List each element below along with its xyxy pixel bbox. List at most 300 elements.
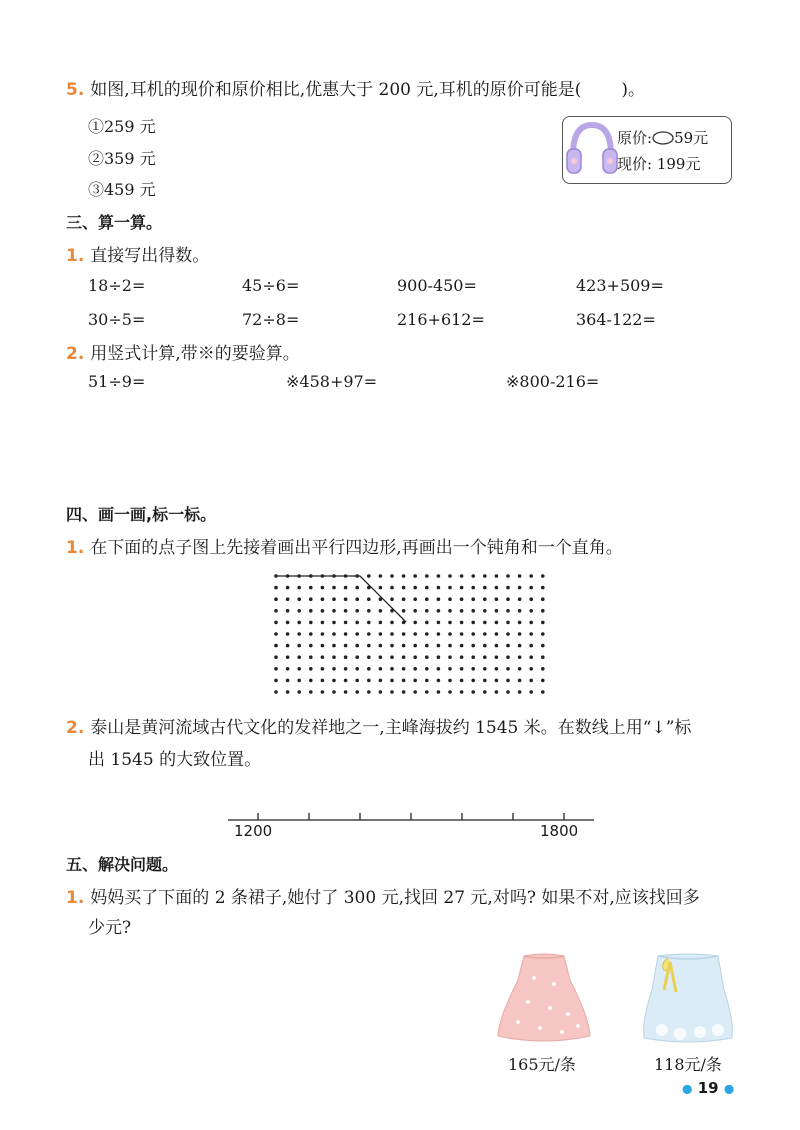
grid-dot xyxy=(274,690,278,694)
grid-dot xyxy=(297,632,301,636)
grid-dot xyxy=(413,667,417,671)
grid-dot xyxy=(425,679,429,683)
grid-dot xyxy=(367,597,371,601)
grid-dot xyxy=(402,586,406,590)
s3-q2-text: 用竖式计算,带※的要验算。 xyxy=(90,344,300,364)
grid-dot xyxy=(437,597,441,601)
grid-dot xyxy=(390,632,394,636)
grid-dot xyxy=(471,655,475,659)
grid-dot xyxy=(437,609,441,613)
grid-dot xyxy=(355,586,359,590)
grid-dot xyxy=(460,586,464,590)
grid-dot xyxy=(506,679,510,683)
grid-dot xyxy=(321,621,325,625)
grid-dot xyxy=(321,679,325,683)
grid-dot xyxy=(309,690,313,694)
grid-dot xyxy=(413,574,417,578)
grid-dot xyxy=(495,574,499,578)
grid-dot xyxy=(379,574,383,578)
s5-q1-number: 1. xyxy=(66,888,85,908)
s4-q1-stem xyxy=(66,536,623,560)
grid-dot xyxy=(529,586,533,590)
grid-dot xyxy=(297,644,301,648)
grid-dot xyxy=(390,679,394,683)
grid-dot xyxy=(355,597,359,601)
original-price-line xyxy=(617,127,708,148)
grid-dot xyxy=(297,586,301,590)
grid-dot xyxy=(402,597,406,601)
grid-dot xyxy=(471,609,475,613)
grid-dot xyxy=(448,632,452,636)
s3-q2-number: 2. xyxy=(66,344,85,364)
grid-dot xyxy=(321,655,325,659)
grid-dot xyxy=(309,597,313,601)
grid-dot xyxy=(402,574,406,578)
grid-dot xyxy=(274,621,278,625)
grid-dot xyxy=(274,609,278,613)
grid-dot xyxy=(529,667,533,671)
grid-dot xyxy=(274,586,278,590)
grid-dot xyxy=(506,667,510,671)
s5-q1-line1 xyxy=(66,886,700,910)
grid-dot xyxy=(425,609,429,613)
grid-dot xyxy=(286,644,290,648)
grid-dot xyxy=(495,690,499,694)
grid-dot xyxy=(541,621,545,625)
grid-dot xyxy=(379,586,383,590)
grid-dot xyxy=(471,667,475,671)
grid-dot xyxy=(471,621,475,625)
grid-dot xyxy=(506,690,510,694)
q5-text: 如图,耳机的现价和原价相比,优惠大于 200 元,耳机的原价可能是( xyxy=(90,80,582,100)
grid-dot xyxy=(460,690,464,694)
grid-dot xyxy=(495,667,499,671)
current-price-value: 199元 xyxy=(656,155,701,173)
grid-dot xyxy=(321,667,325,671)
grid-dot xyxy=(332,586,336,590)
dot-grid-dots xyxy=(274,574,544,694)
grid-dot xyxy=(518,574,522,578)
grid-dot xyxy=(367,655,371,659)
grid-dot xyxy=(332,679,336,683)
grid-dot xyxy=(541,679,545,683)
grid-dot xyxy=(402,679,406,683)
grid-dot xyxy=(541,632,545,636)
grid-dot xyxy=(286,690,290,694)
grid-dot xyxy=(402,644,406,648)
grid-dot xyxy=(460,609,464,613)
grid-dot xyxy=(344,597,348,601)
grid-dot xyxy=(437,667,441,671)
grid-dot xyxy=(448,644,452,648)
grid-dot xyxy=(495,632,499,636)
grid-dot xyxy=(471,586,475,590)
grid-dot xyxy=(390,655,394,659)
vertical-calc-item: ※800-216= xyxy=(506,372,600,391)
grid-dot xyxy=(437,644,441,648)
grid-dot xyxy=(460,667,464,671)
grid-dot xyxy=(332,690,336,694)
grid-dot xyxy=(286,597,290,601)
grid-dot xyxy=(437,586,441,590)
grid-dot xyxy=(379,644,383,648)
grid-dot xyxy=(529,644,533,648)
grid-dot xyxy=(321,597,325,601)
grid-dot xyxy=(425,621,429,625)
grid-dot xyxy=(460,597,464,601)
grid-dot xyxy=(332,632,336,636)
grid-dot xyxy=(460,655,464,659)
grid-dot xyxy=(355,667,359,671)
price-box xyxy=(562,116,732,184)
grid-dot xyxy=(390,667,394,671)
section4-title: 四、画一画,标一标。 xyxy=(66,505,217,524)
grid-dot xyxy=(483,597,487,601)
dot-grid[interactable] xyxy=(268,562,554,706)
grid-dot xyxy=(471,644,475,648)
grid-dot xyxy=(274,655,278,659)
grid-dot xyxy=(460,632,464,636)
grid-dot xyxy=(483,644,487,648)
grid-dot xyxy=(460,621,464,625)
grid-dot xyxy=(448,679,452,683)
grid-dot xyxy=(309,609,313,613)
grid-dot xyxy=(355,655,359,659)
grid-dot xyxy=(390,690,394,694)
grid-dot xyxy=(344,621,348,625)
grid-dot xyxy=(483,667,487,671)
grid-dot xyxy=(332,667,336,671)
grid-dot xyxy=(379,667,383,671)
grid-dot xyxy=(379,679,383,683)
grid-dot xyxy=(390,597,394,601)
grid-dot xyxy=(506,632,510,636)
grid-dot xyxy=(471,632,475,636)
grid-dot xyxy=(529,655,533,659)
grid-dot xyxy=(286,586,290,590)
grid-dot xyxy=(413,621,417,625)
cloud-blank-icon xyxy=(652,131,674,145)
skirt2-price: 118元/条 xyxy=(654,1055,722,1074)
calc-item: 900-450= xyxy=(397,276,477,295)
grid-dot xyxy=(367,679,371,683)
grid-dot xyxy=(309,667,313,671)
vertical-calc-item: ※458+97= xyxy=(286,372,378,391)
grid-dot xyxy=(413,609,417,613)
grid-dot xyxy=(413,586,417,590)
grid-dot xyxy=(355,621,359,625)
calc-item: 18÷2= xyxy=(88,276,146,295)
grid-dot xyxy=(367,690,371,694)
q5-option-2: ②359 元 xyxy=(88,149,156,168)
grid-dot xyxy=(506,621,510,625)
given-line-segment xyxy=(276,576,406,622)
grid-dot xyxy=(297,609,301,613)
grid-dot xyxy=(425,632,429,636)
grid-dot xyxy=(379,690,383,694)
grid-dot xyxy=(495,621,499,625)
grid-dot xyxy=(541,667,545,671)
grid-dot xyxy=(413,644,417,648)
grid-dot xyxy=(483,586,487,590)
grid-dot xyxy=(355,632,359,636)
grid-dot xyxy=(518,597,522,601)
q5-close: )。 xyxy=(621,80,646,100)
number-line-start-label: 1200 xyxy=(234,822,273,840)
grid-dot xyxy=(379,621,383,625)
grid-dot xyxy=(495,609,499,613)
grid-dot xyxy=(506,597,510,601)
grid-dot xyxy=(286,655,290,659)
s3-q2-stem xyxy=(66,342,300,366)
grid-dot xyxy=(483,609,487,613)
grid-dot xyxy=(321,632,325,636)
grid-dot xyxy=(471,597,475,601)
grid-dot xyxy=(448,609,452,613)
grid-dot xyxy=(471,690,475,694)
s4-q2-text-line1: 泰山是黄河流域古代文化的发祥地之一,主峰海拔约 1545 米。在数线上用“↓”标 xyxy=(90,718,692,738)
grid-dot xyxy=(309,586,313,590)
grid-dot xyxy=(367,667,371,671)
grid-dot xyxy=(437,574,441,578)
grid-dot xyxy=(518,667,522,671)
grid-dot xyxy=(274,632,278,636)
original-price-value: 59元 xyxy=(674,129,709,147)
grid-dot xyxy=(355,644,359,648)
grid-dot xyxy=(518,632,522,636)
grid-dot xyxy=(518,621,522,625)
grid-dot xyxy=(529,621,533,625)
number-line-ticks xyxy=(258,813,564,820)
page-dot-icon: ● xyxy=(682,1081,693,1096)
calc-item: 216+612= xyxy=(397,310,485,329)
q5-option-3: ③459 元 xyxy=(88,180,156,199)
grid-dot xyxy=(309,632,313,636)
grid-dot xyxy=(297,690,301,694)
grid-dot xyxy=(297,667,301,671)
grid-dot xyxy=(413,632,417,636)
grid-dot xyxy=(309,644,313,648)
grid-dot xyxy=(344,667,348,671)
grid-dot xyxy=(344,679,348,683)
grid-dot xyxy=(321,586,325,590)
q5-stem xyxy=(66,78,645,102)
calc-item: 364-122= xyxy=(576,310,656,329)
grid-dot xyxy=(390,644,394,648)
s3-q1-number: 1. xyxy=(66,246,85,266)
grid-dot xyxy=(390,586,394,590)
grid-dot xyxy=(274,644,278,648)
grid-dot xyxy=(448,621,452,625)
grid-dot xyxy=(437,679,441,683)
grid-dot xyxy=(483,632,487,636)
grid-dot xyxy=(518,690,522,694)
grid-dot xyxy=(483,574,487,578)
current-price-line xyxy=(617,153,700,174)
skirt1-price: 165元/条 xyxy=(508,1055,576,1074)
grid-dot xyxy=(541,609,545,613)
grid-dot xyxy=(332,621,336,625)
s5-q1-line2: 少元? xyxy=(88,918,132,938)
grid-dot xyxy=(541,574,545,578)
grid-dot xyxy=(483,679,487,683)
grid-dot xyxy=(344,690,348,694)
grid-dot xyxy=(321,609,325,613)
grid-dot xyxy=(286,679,290,683)
grid-dot xyxy=(437,632,441,636)
grid-dot xyxy=(541,690,545,694)
grid-dot xyxy=(448,597,452,601)
grid-dot xyxy=(286,621,290,625)
grid-dot xyxy=(495,655,499,659)
s4-q1-text: 在下面的点子图上先接着画出平行四边形,再画出一个钝角和一个直角。 xyxy=(90,538,623,558)
grid-dot xyxy=(286,667,290,671)
grid-dot xyxy=(297,621,301,625)
grid-dot xyxy=(321,644,325,648)
headphones-icon xyxy=(565,119,619,183)
grid-dot xyxy=(518,586,522,590)
grid-dot xyxy=(425,644,429,648)
calc-item: 72÷8= xyxy=(242,310,300,329)
original-price-label: 原价: xyxy=(617,129,653,147)
grid-dot xyxy=(471,679,475,683)
grid-dot xyxy=(518,644,522,648)
grid-dot xyxy=(413,655,417,659)
grid-dot xyxy=(506,655,510,659)
grid-dot xyxy=(355,690,359,694)
grid-dot xyxy=(460,574,464,578)
q5-option-1: ①259 元 xyxy=(88,117,156,136)
page-number-block xyxy=(682,1079,734,1097)
grid-dot xyxy=(437,621,441,625)
vertical-calc-item: 51÷9= xyxy=(88,372,146,391)
grid-dot xyxy=(390,621,394,625)
grid-dot xyxy=(367,632,371,636)
grid-dot xyxy=(309,655,313,659)
grid-dot xyxy=(367,621,371,625)
grid-dot xyxy=(529,690,533,694)
grid-dot xyxy=(425,690,429,694)
page-dot-icon: ● xyxy=(723,1081,735,1096)
grid-dot xyxy=(367,574,371,578)
grid-dot xyxy=(344,632,348,636)
grid-dot xyxy=(483,655,487,659)
calc-item: 423+509= xyxy=(576,276,664,295)
grid-dot xyxy=(425,574,429,578)
grid-dot xyxy=(506,644,510,648)
grid-dot xyxy=(541,597,545,601)
grid-dot xyxy=(274,597,278,601)
grid-dot xyxy=(425,655,429,659)
grid-dot xyxy=(355,609,359,613)
grid-dot xyxy=(460,644,464,648)
grid-dot xyxy=(286,609,290,613)
grid-dot xyxy=(437,655,441,659)
grid-dot xyxy=(506,586,510,590)
grid-dot xyxy=(332,644,336,648)
grid-dot xyxy=(541,586,545,590)
grid-dot xyxy=(344,655,348,659)
grid-dot xyxy=(518,609,522,613)
page-number: 19 xyxy=(697,1079,719,1097)
grid-dot xyxy=(413,679,417,683)
grid-dot xyxy=(529,679,533,683)
grid-dot xyxy=(437,690,441,694)
pink-skirt-image xyxy=(494,950,594,1046)
grid-dot xyxy=(379,655,383,659)
grid-dot xyxy=(495,679,499,683)
grid-dot xyxy=(425,586,429,590)
grid-dot xyxy=(425,667,429,671)
grid-dot xyxy=(483,690,487,694)
grid-dot xyxy=(529,609,533,613)
grid-dot xyxy=(448,667,452,671)
grid-dot xyxy=(402,655,406,659)
grid-dot xyxy=(448,586,452,590)
current-price-label: 现价: xyxy=(617,155,653,173)
grid-dot xyxy=(402,690,406,694)
grid-dot xyxy=(402,609,406,613)
blue-skirt-image xyxy=(640,950,736,1046)
s3-q1-stem xyxy=(66,244,209,268)
s4-q2-number: 2. xyxy=(66,718,85,738)
grid-dot xyxy=(518,655,522,659)
grid-dot xyxy=(541,644,545,648)
grid-dot xyxy=(379,632,383,636)
grid-dot xyxy=(379,609,383,613)
grid-dot xyxy=(367,644,371,648)
s3-q1-text: 直接写出得数。 xyxy=(90,246,210,266)
grid-dot xyxy=(344,644,348,648)
grid-dot xyxy=(495,586,499,590)
section5-title: 五、解决问题。 xyxy=(66,855,179,874)
grid-dot xyxy=(367,609,371,613)
grid-dot xyxy=(495,644,499,648)
grid-dot xyxy=(355,679,359,683)
grid-dot xyxy=(506,574,510,578)
grid-dot xyxy=(448,574,452,578)
grid-dot xyxy=(297,655,301,659)
grid-dot xyxy=(274,667,278,671)
grid-dot xyxy=(471,574,475,578)
grid-dot xyxy=(529,632,533,636)
grid-dot xyxy=(402,632,406,636)
grid-dot xyxy=(309,679,313,683)
grid-dot xyxy=(332,597,336,601)
grid-dot xyxy=(344,609,348,613)
grid-dot xyxy=(413,690,417,694)
grid-dot xyxy=(297,679,301,683)
s4-q2-line1 xyxy=(66,716,691,740)
section3-title: 三、算一算。 xyxy=(66,213,163,232)
s5-q1-text-line1: 妈妈买了下面的 2 条裙子,她付了 300 元,找回 27 元,对吗? 如果不对,应该找回多 xyxy=(90,888,700,908)
grid-dot xyxy=(506,609,510,613)
grid-dot xyxy=(448,690,452,694)
s4-q2-line2: 出 1545 的大致位置。 xyxy=(88,750,262,770)
grid-dot xyxy=(529,597,533,601)
grid-dot xyxy=(274,679,278,683)
calc-item: 45÷6= xyxy=(242,276,300,295)
number-line-end-label: 1800 xyxy=(540,822,579,840)
q5-number: 5. xyxy=(66,80,85,100)
grid-dot xyxy=(541,655,545,659)
grid-dot xyxy=(286,632,290,636)
grid-dot xyxy=(460,679,464,683)
grid-dot xyxy=(425,597,429,601)
grid-dot xyxy=(529,574,533,578)
grid-dot xyxy=(332,609,336,613)
grid-dot xyxy=(332,655,336,659)
